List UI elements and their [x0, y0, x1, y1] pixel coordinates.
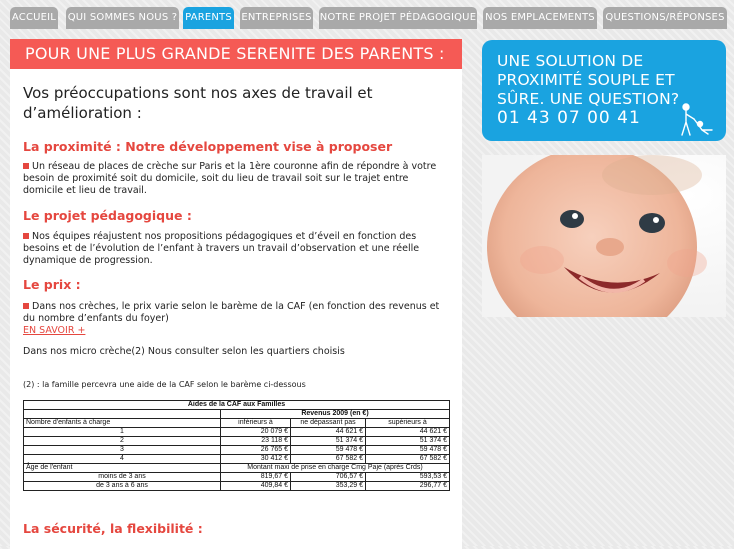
para-proximite: Un réseau de places de crèche sur Paris et la 1ère couronne afin de répondre à votre besoin de proximité soit du domicile, soit du lieu de travail soit sur le trajet entre domicile et lieu de travail.	[23, 161, 437, 196]
page-title: POUR UNE PLUS GRANDE SERENITE DES PARENTS :	[10, 39, 462, 69]
table-col-header: supérieurs à	[366, 419, 450, 428]
tab-questions-reponses[interactable]: QUESTIONS/RÉPONSES	[603, 7, 727, 29]
baby-photo-icon	[482, 155, 726, 317]
table-row: 4 30 412 € 67 582 € 67 582 €	[24, 455, 450, 464]
promo-phone[interactable]: 01 43 07 00 41	[497, 108, 641, 128]
bullet-icon	[23, 233, 29, 239]
contact-promo[interactable]	[482, 40, 726, 141]
table-age-label: Âge de l'enfant	[24, 464, 221, 473]
mother-child-icon	[678, 102, 724, 140]
heading-securite: La sécurité, la flexibilité :	[23, 521, 203, 536]
heading-prix: Le prix :	[23, 277, 81, 292]
table-row: moins de 3 ans 819,67 € 706,57 € 593,53 €	[24, 473, 450, 482]
caf-table	[23, 400, 450, 491]
table-montant-header: Montant maxi de prise en charge Cmg Paje (après Crds)	[221, 464, 450, 473]
tab-parents[interactable]: PARENTS	[183, 7, 234, 29]
table-row: 3 26 765 € 59 478 € 59 478 €	[24, 446, 450, 455]
intro-text: Vos préoccupations sont nos axes de travail et d’amélioration :	[23, 84, 373, 122]
table-row: de 3 ans à 6 ans 409,84 € 353,29 € 296,77 €	[24, 482, 450, 491]
heading-projet: Le projet pédagogique :	[23, 208, 192, 223]
heading-proximite: La proximité : Notre développement vise à proposer	[23, 139, 393, 154]
tab-projet-pedagogique[interactable]: NOTRE PROJET PÉDAGOGIQUE	[319, 7, 477, 29]
para-projet: Nos équipes réajustent nos propositions pédagogiques et d’éveil en fonction des besoins et de l’évolution de l’enfant à travers un travail d’observation et une réelle dynamique de progression.	[23, 231, 420, 266]
tab-emplacements[interactable]: NOS EMPLACEMENTS	[483, 7, 597, 29]
main-content	[10, 39, 462, 549]
tab-accueil[interactable]: ACCUEIL	[10, 7, 58, 29]
table-row: 2 23 118 € 51 374 € 51 374 €	[24, 437, 450, 446]
table-col-header: ne dépassant pas	[291, 419, 366, 428]
bullet-icon	[23, 163, 29, 169]
table-col-label: Nombre d'enfants à charge	[24, 419, 221, 428]
footnote: (2) : la famille percevra une aide de la CAF selon le barème ci-dessous	[23, 380, 306, 389]
para-micro-creche: Dans nos micro crèche(2) Nous consulter selon les quartiers choisis	[23, 346, 345, 357]
en-savoir-plus-link[interactable]: EN SAVOIR +	[23, 325, 86, 336]
bullet-icon	[23, 303, 29, 309]
table-title: Aides de la CAF aux Familles	[24, 401, 450, 410]
main-nav	[0, 0, 734, 30]
para-prix: Dans nos crèches, le prix varie selon le barème de la CAF (en fonction des revenus et du nombre d’enfants du foyer)	[23, 301, 440, 324]
promo-text: UNE SOLUTION DE PROXIMITÉ SOUPLE ET SÛRE. UNE QUESTION?	[497, 52, 680, 108]
tab-qui-sommes-nous[interactable]: QUI SOMMES NOUS ?	[66, 7, 179, 29]
baby-photo	[482, 155, 726, 317]
tab-entreprises[interactable]: ENTREPRISES	[240, 7, 313, 29]
table-revenus-header: Revenus 2009 (en €)	[221, 410, 450, 419]
table-col-header: inférieurs à	[221, 419, 291, 428]
table-row: 1 20 079 € 44 621 € 44 621 €	[24, 428, 450, 437]
